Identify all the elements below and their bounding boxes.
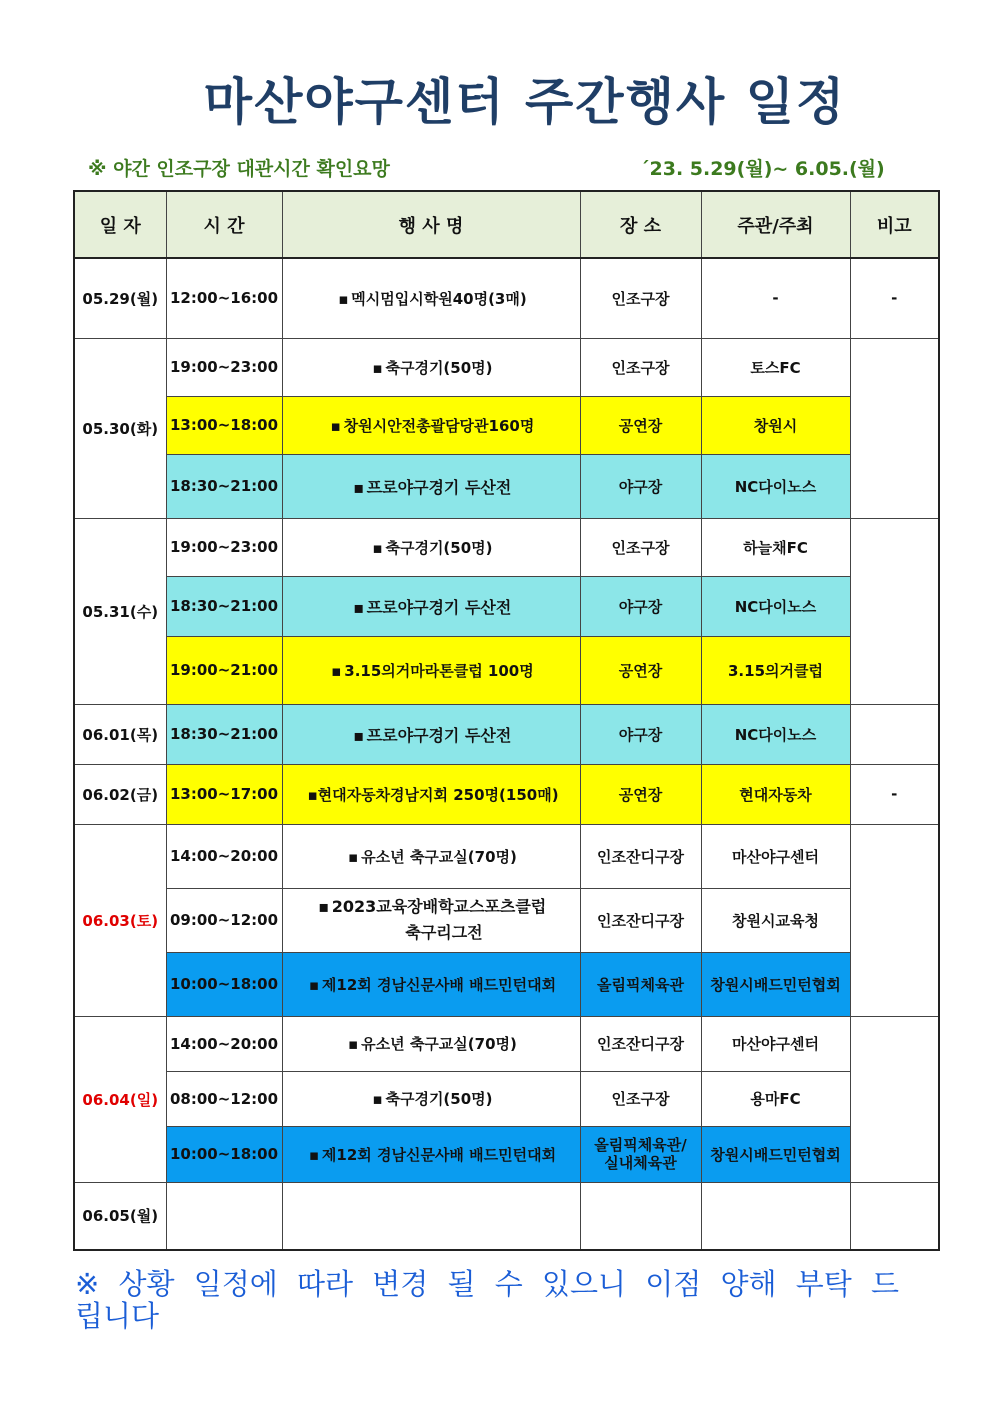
header-time: 시 간 — [166, 191, 282, 258]
event-cell: ▪ 유소년 축구교실(70명) — [282, 824, 580, 888]
host-cell: NC다이노스 — [701, 704, 850, 764]
event-cell: ▪ 축구경기(50명) — [282, 338, 580, 396]
event-cell: ▪ 프로야구경기 두산전 — [282, 704, 580, 764]
bullet-icon: ▪ — [330, 416, 341, 435]
host-cell: 하늘채FC — [701, 518, 850, 576]
host-cell: 현대자동차 — [701, 764, 850, 824]
host-cell: 창원시교육청 — [701, 888, 850, 952]
venue-cell: 인조잔디구장 — [580, 824, 701, 888]
host-cell: 3.15의거클럽 — [701, 636, 850, 704]
table-row — [74, 396, 939, 454]
venue-cell: 공연장 — [580, 636, 701, 704]
bullet-icon: ▪ — [338, 289, 349, 308]
time-cell: 19:00~23:00 — [166, 518, 282, 576]
event-cell: ▪ 프로야구경기 두산전 — [282, 576, 580, 636]
table-row — [74, 576, 939, 636]
header-venue: 장 소 — [580, 191, 701, 258]
host-cell: NC다이노스 — [701, 454, 850, 518]
remark-cell: - — [850, 764, 939, 824]
venue-cell: 공연장 — [580, 764, 701, 824]
venue-cell: 인조잔디구장 — [580, 888, 701, 952]
header-event: 행 사 명 — [282, 191, 580, 258]
header-row — [74, 191, 939, 258]
table-row — [74, 1071, 939, 1126]
date-cell: 06.05(월) — [74, 1182, 166, 1250]
header-host: 주관/주최 — [701, 191, 850, 258]
table-row — [74, 1016, 939, 1071]
remark-cell — [850, 518, 939, 704]
venue-cell: 야구장 — [580, 576, 701, 636]
time-cell: 18:30~21:00 — [166, 704, 282, 764]
venue-cell: 공연장 — [580, 396, 701, 454]
date-cell: 05.29(월) — [74, 258, 166, 338]
host-cell — [701, 1182, 850, 1250]
time-cell: 18:30~21:00 — [166, 576, 282, 636]
time-cell: 14:00~20:00 — [166, 824, 282, 888]
bullet-icon: ▪ — [308, 975, 319, 994]
time-cell: 09:00~12:00 — [166, 888, 282, 952]
table-row — [74, 888, 939, 952]
bullet-icon: ▪ — [318, 897, 330, 916]
table-row — [74, 636, 939, 704]
host-cell: 마산야구센터 — [701, 824, 850, 888]
table-row — [74, 454, 939, 518]
venue-cell — [580, 1182, 701, 1250]
schedule-table — [73, 190, 940, 1251]
venue-cell: 야구장 — [580, 704, 701, 764]
notice-text: ※ 야간 인조구장 대관시간 확인요망 — [88, 158, 390, 180]
table-row — [74, 258, 939, 338]
remark-cell — [850, 1016, 939, 1182]
host-cell: 창원시배드민턴협회 — [701, 1126, 850, 1182]
page-title: 마산야구센터 주간행사 일정 — [203, 73, 847, 131]
table-row — [74, 764, 939, 824]
date-cell: 05.31(수) — [74, 518, 166, 704]
time-cell: 13:00~18:00 — [166, 396, 282, 454]
date-cell: 06.01(목) — [74, 704, 166, 764]
event-cell: ▪ 2023교육장배학교스포츠클럽 축구리그전 — [282, 888, 580, 952]
host-cell: 창원시배드민턴협회 — [701, 952, 850, 1016]
date-cell: 06.02(금) — [74, 764, 166, 824]
table-row — [74, 518, 939, 576]
bullet-icon: ▪ — [353, 597, 365, 617]
time-cell: 19:00~23:00 — [166, 338, 282, 396]
bullet-icon: ▪ — [372, 538, 383, 557]
time-cell: 12:00~16:00 — [166, 258, 282, 338]
table-row — [74, 1126, 939, 1182]
event-cell: ▪ 3.15의거마라톤클럽 100명 — [282, 636, 580, 704]
venue-cell: 인조구장 — [580, 518, 701, 576]
time-cell: 13:00~17:00 — [166, 764, 282, 824]
time-cell: 10:00~18:00 — [166, 952, 282, 1016]
event-cell: ▪ 멕시멈입시학원40명(3매) — [282, 258, 580, 338]
host-cell: 마산야구센터 — [701, 1016, 850, 1071]
time-cell: 10:00~18:00 — [166, 1126, 282, 1182]
time-cell: 18:30~21:00 — [166, 454, 282, 518]
event-cell: ▪ 창원시안전총괄담당관160명 — [282, 396, 580, 454]
date-cell: 05.30(화) — [74, 338, 166, 518]
bullet-icon: ▪ — [353, 477, 365, 497]
venue-cell: 인조구장 — [580, 258, 701, 338]
venue-cell: 인조잔디구장 — [580, 1016, 701, 1071]
host-cell: NC다이노스 — [701, 576, 850, 636]
table-row — [74, 824, 939, 888]
time-cell — [166, 1182, 282, 1250]
host-cell: 토스FC — [701, 338, 850, 396]
venue-cell: 올림픽체육관/ 실내체육관 — [580, 1126, 701, 1182]
remark-cell: - — [850, 258, 939, 338]
venue-cell: 인조구장 — [580, 338, 701, 396]
bullet-icon: ▪ — [348, 847, 359, 866]
host-cell: - — [701, 258, 850, 338]
table-row — [74, 338, 939, 396]
event-cell: ▪ 제12회 경남신문사배 배드민턴대회 — [282, 1126, 580, 1182]
bullet-icon: ▪ — [372, 1090, 383, 1108]
time-cell: 08:00~12:00 — [166, 1071, 282, 1126]
date-cell: 06.04(일) — [74, 1016, 166, 1182]
event-cell: ▪ 제12회 경남신문사배 배드민턴대회 — [282, 952, 580, 1016]
event-cell: ▪현대자동차경남지회 250명(150매) — [282, 764, 580, 824]
venue-cell: 올림픽체육관 — [580, 952, 701, 1016]
event-cell: ▪ 축구경기(50명) — [282, 518, 580, 576]
venue-cell: 야구장 — [580, 454, 701, 518]
bullet-icon: ▪ — [308, 1145, 319, 1164]
bullet-icon: ▪ — [331, 661, 342, 680]
time-cell: 14:00~20:00 — [166, 1016, 282, 1071]
time-cell: 19:00~21:00 — [166, 636, 282, 704]
footer-notice: ※ 상황 일정에 따라 변경 될 수 있으니 이점 양해 부탁 드립니다 — [75, 1267, 899, 1333]
header-remark: 비고 — [850, 191, 939, 258]
venue-cell: 인조구장 — [580, 1071, 701, 1126]
event-cell: ▪ 프로야구경기 두산전 — [282, 454, 580, 518]
host-cell: 용마FC — [701, 1071, 850, 1126]
remark-cell — [850, 824, 939, 1016]
header-date: 일 자 — [74, 191, 166, 258]
bullet-icon: ▪ — [348, 1035, 359, 1053]
table-row — [74, 704, 939, 764]
event-cell: ▪ 축구경기(50명) — [282, 1071, 580, 1126]
event-cell — [282, 1182, 580, 1250]
table-row — [74, 1182, 939, 1250]
event-cell: ▪ 유소년 축구교실(70명) — [282, 1016, 580, 1071]
host-cell: 창원시 — [701, 396, 850, 454]
remark-cell — [850, 1182, 939, 1250]
bullet-icon: ▪ — [353, 725, 365, 745]
period-text: ´23. 5.29(월)~ 6.05.(월) — [640, 158, 885, 180]
bullet-icon: ▪ — [372, 358, 383, 377]
date-cell: 06.03(토) — [74, 824, 166, 1016]
remark-cell — [850, 338, 939, 518]
table-row — [74, 952, 939, 1016]
remark-cell — [850, 704, 939, 764]
